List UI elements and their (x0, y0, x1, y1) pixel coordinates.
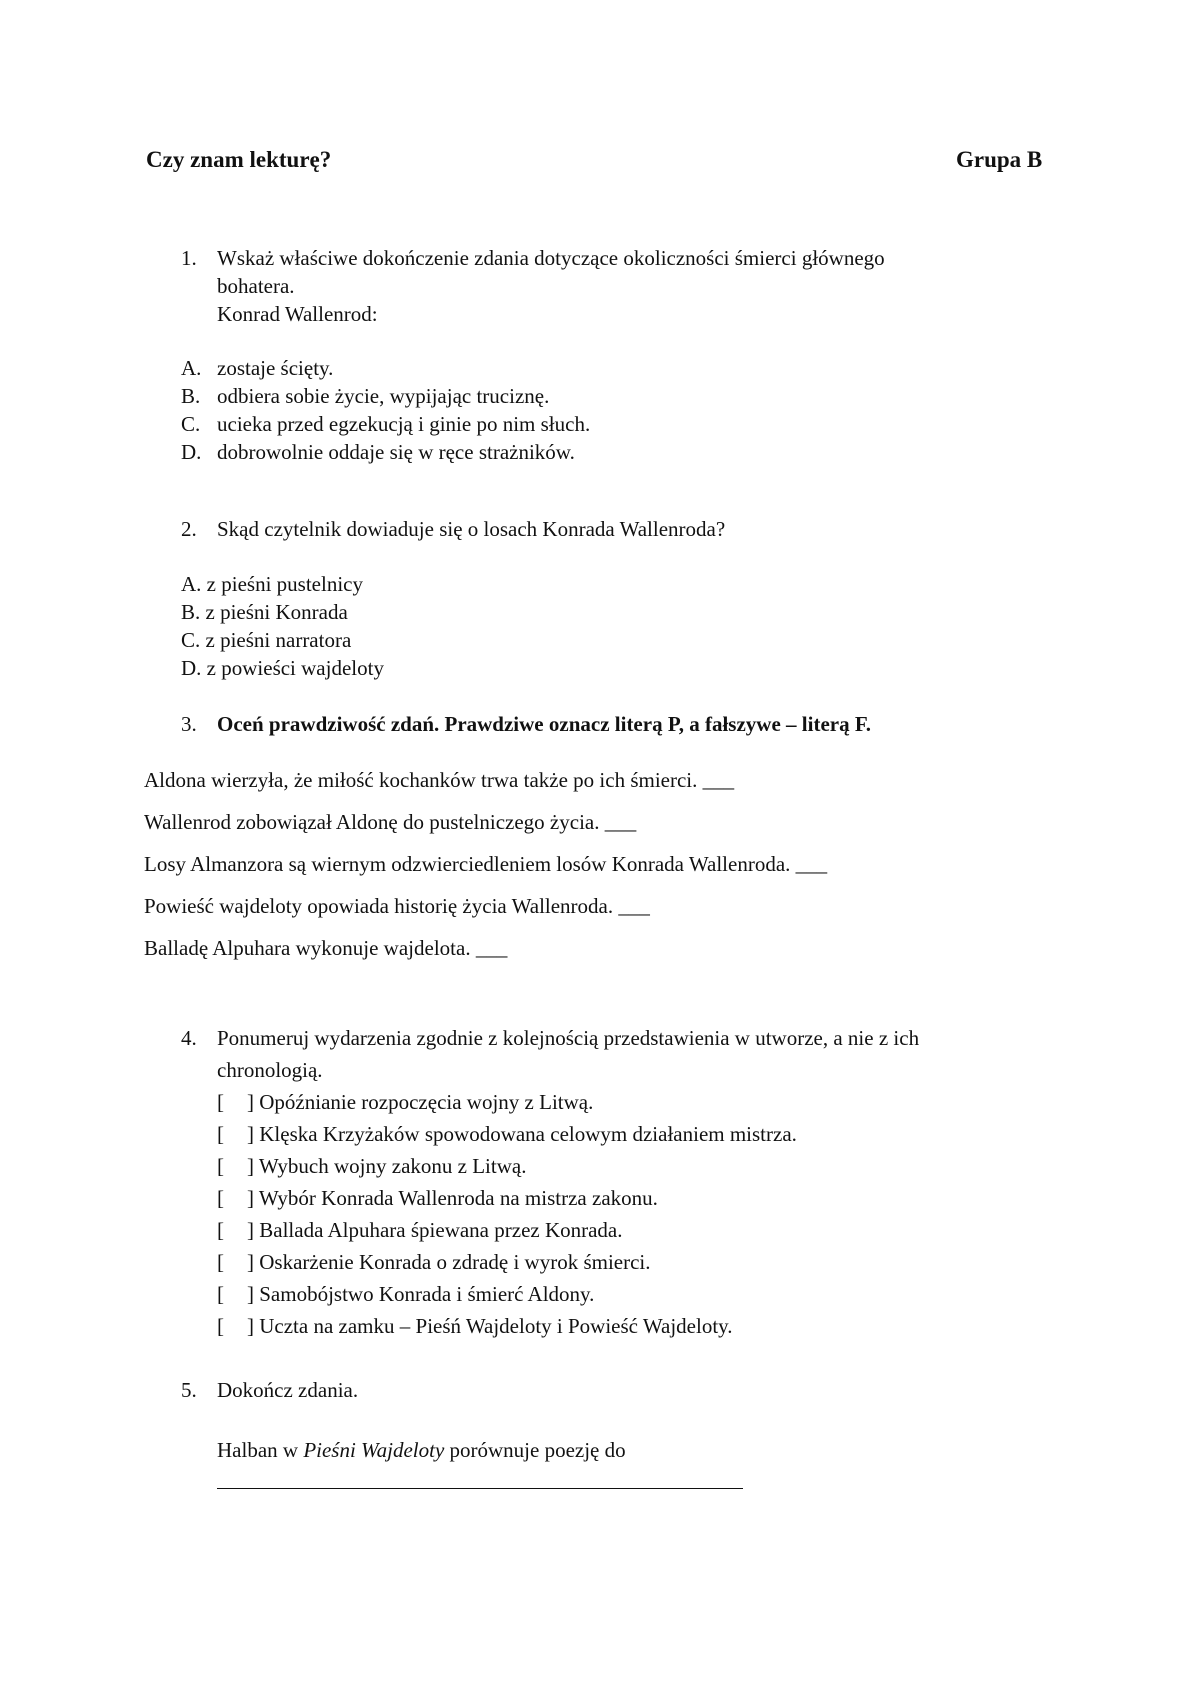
q2-option (181, 570, 363, 598)
bracket-open: [ (217, 1186, 224, 1210)
question-1-number: 1. (181, 246, 197, 270)
event-text: Klęska Krzyżaków spowodowana celowym działaniem mistrza. (259, 1122, 797, 1146)
q1-option-text: ucieka przed egzekucją i ginie po nim słuch. (217, 412, 591, 436)
true-false-statement: Losy Almanzora są wiernym odzwierciedleniem losów Konrada Wallenroda. ___ (144, 852, 828, 876)
q2-option-text: z pieśni Konrada (205, 600, 348, 624)
question-4-text-line2: chronologią. (217, 1058, 323, 1082)
event-row (217, 1280, 594, 1308)
event-text: Uczta na zamku – Pieśń Wajdeloty i Powieść Wajdeloty. (259, 1314, 733, 1338)
bracket-close: ] (247, 1154, 254, 1178)
bracket-close: ] (247, 1090, 254, 1114)
q1-option-text: dobrowolnie oddaje się w ręce strażników. (217, 440, 575, 464)
q2-option-letter: C. (181, 628, 201, 652)
question-1-text-line1: Wskaż właściwe dokończenie zdania dotyczące okoliczności śmierci głównego (217, 246, 885, 270)
answer-blank-line[interactable] (217, 1488, 743, 1489)
event-row (217, 1184, 658, 1212)
question-2-text: Skąd czytelnik dowiaduje się o losach Konrada Wallenroda? (217, 517, 726, 541)
question-1-text-line2: bohatera. (217, 274, 295, 298)
q1-option-text: zostaje ścięty. (217, 356, 334, 380)
bracket-close: ] (247, 1218, 254, 1242)
q2-option-text: z powieści wajdeloty (206, 656, 384, 680)
q1-option-letter: C. (181, 412, 201, 436)
q2-option-text: z pieśni narratora (205, 628, 352, 652)
bracket-open: [ (217, 1250, 224, 1274)
true-false-statement: Aldona wierzyła, że miłość kochanków trwa także po ich śmierci. ___ (144, 768, 735, 792)
event-row (217, 1152, 526, 1180)
q2-option (181, 598, 348, 626)
question-4-text-line1: Ponumeruj wydarzenia zgodnie z kolejnością przedstawienia w utworze, a nie z ich (217, 1026, 920, 1050)
event-row (217, 1216, 623, 1244)
q2-option (181, 654, 384, 682)
event-text: Opóźnianie rozpoczęcia wojny z Litwą. (259, 1090, 594, 1114)
question-5-number: 5. (181, 1378, 197, 1402)
page-title: Czy znam lekturę? (146, 147, 332, 172)
q2-option-letter: D. (181, 656, 202, 680)
q1-option-letter: D. (181, 440, 202, 464)
q2-option-letter: A. (181, 572, 202, 596)
event-text: Samobójstwo Konrada i śmierć Aldony. (259, 1282, 595, 1306)
bracket-open: [ (217, 1154, 224, 1178)
true-false-statement: Wallenrod zobowiązał Aldonę do pustelniczego życia. ___ (144, 810, 637, 834)
bracket-open: [ (217, 1218, 224, 1242)
q1-option-letter: A. (181, 356, 202, 380)
event-text: Wybuch wojny zakonu z Litwą. (258, 1154, 527, 1178)
event-row (217, 1120, 797, 1148)
sentence-end: porównuje poezję do (444, 1438, 626, 1462)
sentence-italic-title: Pieśni Wajdeloty (303, 1438, 445, 1462)
true-false-statement: Powieść wajdeloty opowiada historię życia Wallenroda. ___ (144, 894, 650, 918)
q2-option-letter: B. (181, 600, 201, 624)
bracket-open: [ (217, 1122, 224, 1146)
q2-option-text: z pieśni pustelnicy (206, 572, 363, 596)
question-2-number: 2. (181, 517, 197, 541)
bracket-close: ] (247, 1186, 254, 1210)
question-4-number: 4. (181, 1026, 197, 1050)
question-3-text: Oceń prawdziwość zdań. Prawdziwe oznacz literą P, a fałszywe – literą F. (217, 712, 871, 736)
event-row (217, 1248, 651, 1276)
event-row (217, 1088, 593, 1116)
bracket-close: ] (247, 1250, 254, 1274)
question-1-text-line3: Konrad Wallenrod: (217, 302, 378, 326)
event-text: Wybór Konrada Wallenroda na mistrza zakonu. (258, 1186, 658, 1210)
question-3-number: 3. (181, 712, 197, 736)
bracket-open: [ (217, 1090, 224, 1114)
question-5-text: Dokończ zdania. (217, 1378, 359, 1402)
sentence-start: Halban w (217, 1438, 304, 1462)
event-row (217, 1312, 733, 1340)
bracket-close: ] (247, 1282, 254, 1306)
bracket-close: ] (247, 1122, 254, 1146)
bracket-open: [ (217, 1282, 224, 1306)
bracket-open: [ (217, 1314, 224, 1338)
q1-option-text: odbiera sobie życie, wypijając truciznę. (217, 384, 550, 408)
event-text: Oskarżenie Konrada o zdradę i wyrok śmierci. (259, 1250, 651, 1274)
true-false-statement: Balladę Alpuhara wykonuje wajdelota. ___ (144, 936, 508, 960)
bracket-close: ] (247, 1314, 254, 1338)
q2-option (181, 626, 351, 654)
completion-sentence (217, 1436, 626, 1464)
q1-option-letter: B. (181, 384, 201, 408)
group-label: Grupa B (956, 147, 1043, 172)
event-text: Ballada Alpuhara śpiewana przez Konrada. (259, 1218, 623, 1242)
